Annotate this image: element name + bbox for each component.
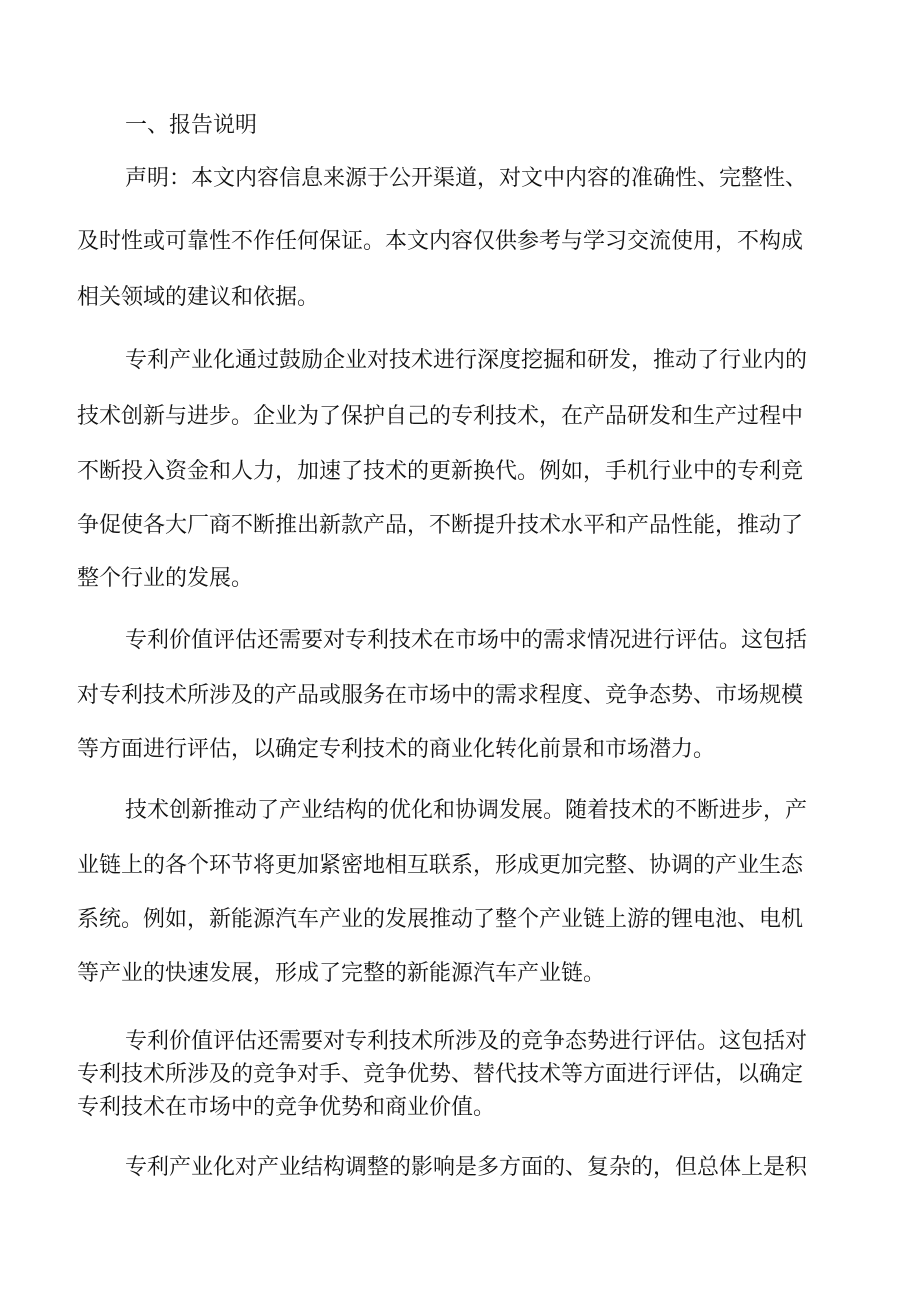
text-line: 等方面进行评估，以确定专利技术的商业化转化前景和市场潜力。 <box>77 737 716 762</box>
text-line: 专利技术所涉及的竞争对手、竞争优势、替代技术等方面进行评估，以确定 <box>77 1062 804 1087</box>
text-line: 相关领域的建议和依据。 <box>77 285 320 310</box>
text-line: 专利价值评估还需要对专利技术在市场中的需求情况进行评估。这包括 <box>125 628 808 653</box>
text-line: 业链上的各个环节将更加紧密地相互联系，形成更加完整、协调的产业生态 <box>77 853 804 878</box>
text-line: 专利产业化对产业结构调整的影响是多方面的、复杂的，但总体上是积 <box>125 1155 808 1180</box>
text-line: 技术创新推动了产业结构的优化和协调发展。随着技术的不断进步，产 <box>125 798 808 823</box>
text-line: 及时性或可靠性不作任何保证。本文内容仅供参考与学习交流使用，不构成 <box>77 229 804 254</box>
text-line: 不断投入资金和人力，加速了技术的更新换代。例如，手机行业中的专利竞 <box>77 459 804 484</box>
text-line: 争促使各大厂商不断推出新款产品，不断提升技术水平和产品性能，推动了 <box>77 513 804 538</box>
text-line: 对专利技术所涉及的产品或服务在市场中的需求程度、竞争态势、市场规模 <box>77 683 804 708</box>
text-line: 专利价值评估还需要对专利技术所涉及的竞争态势进行评估。这包括对 <box>125 1029 808 1054</box>
text-line: 专利产业化通过鼓励企业对技术进行深度挖掘和研发，推动了行业内的 <box>125 348 808 373</box>
text-line: 技术创新与进步。企业为了保护自己的专利技术，在产品研发和生产过程中 <box>77 404 804 429</box>
text-line: 系统。例如，新能源汽车产业的发展推动了整个产业链上游的锂电池、电机 <box>77 907 804 932</box>
section-heading: 一、报告说明 <box>125 113 258 138</box>
text-line: 声明：本文内容信息来源于公开渠道，对文中内容的准确性、完整性、 <box>125 166 808 191</box>
text-line: 整个行业的发展。 <box>77 566 254 591</box>
text-line: 等产业的快速发展，形成了完整的新能源汽车产业链。 <box>77 961 606 986</box>
text-line: 专利技术在市场中的竞争优势和商业价值。 <box>77 1095 496 1120</box>
